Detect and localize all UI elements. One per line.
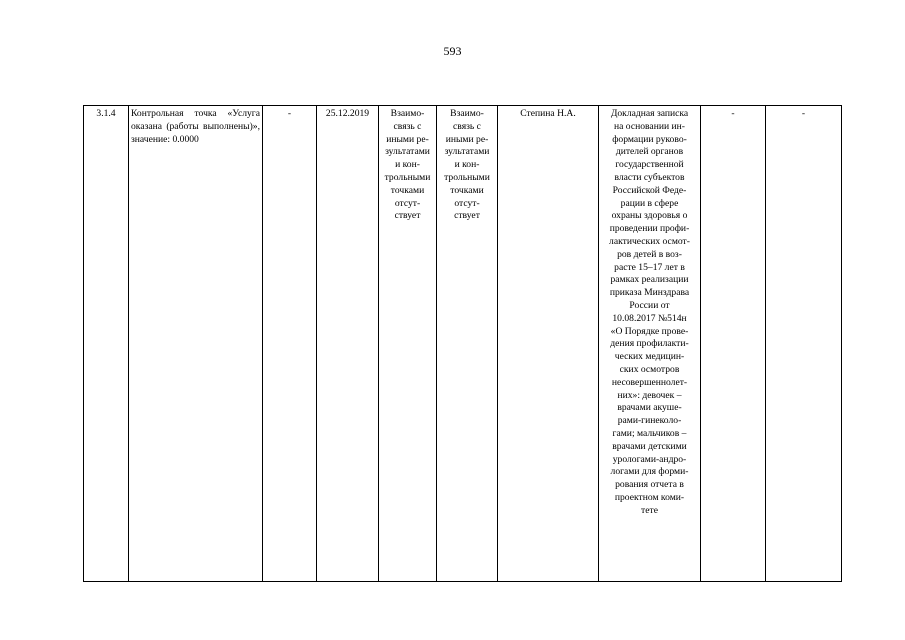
cell-control-point-name: Контрольная точка «Услуга оказана (работы выполнены)», значение: 0.0000: [129, 106, 263, 582]
text-line: власти субъектов: [614, 171, 685, 183]
text-line: иными ре-: [386, 133, 429, 145]
cell-relation-1: [379, 106, 437, 582]
text-line: логами для форми-: [610, 466, 689, 478]
text-line: ских осмотров: [619, 363, 680, 375]
text-line: них»: девочек –: [617, 389, 682, 401]
text-line: отсут-: [454, 197, 480, 209]
text-line: рамках реализации: [610, 274, 689, 286]
text-line: дения профилакти-: [610, 338, 689, 350]
cell-date: 25.12.2019: [317, 106, 379, 582]
control-point-table: [83, 105, 842, 582]
text-line: формации руково-: [612, 133, 687, 145]
text-line: лактических осмот-: [609, 235, 690, 247]
text-line: гами; мальчиков –: [612, 427, 687, 439]
text-line: государственной: [615, 159, 684, 171]
text-line: зультатами: [385, 146, 430, 158]
text-line: урологами-андро-: [612, 453, 687, 465]
text-line: Докладная записка: [610, 108, 689, 119]
text-line: точками: [450, 184, 484, 196]
text-line: рации в сфере: [620, 197, 679, 209]
text-line: точками: [390, 184, 425, 196]
text-line: зультатами: [444, 146, 490, 158]
cell-relation-2: [437, 106, 498, 582]
text-line: и кон-: [454, 159, 480, 171]
text-line: врачами акуше-: [617, 402, 682, 414]
text-line: ствует: [454, 210, 480, 222]
cell-document: [599, 106, 701, 582]
text-line: Взаимо-: [390, 108, 425, 119]
text-line: ствует: [394, 210, 421, 222]
text-line: трольными: [384, 171, 431, 183]
text-line: ческих медицин-: [614, 351, 685, 363]
text-line: связь с: [453, 120, 481, 132]
text-line: и кон-: [395, 159, 420, 171]
text-line: приказа Минздрава: [609, 287, 690, 299]
text-line: связь с: [393, 120, 422, 132]
text-line: проведении профи-: [609, 223, 690, 235]
cell-number: 3.1.4: [84, 106, 129, 582]
table-row: [84, 106, 842, 582]
text-line: 10.08.2017 №514н: [612, 312, 687, 324]
text-line: несовершеннолет-: [611, 376, 688, 388]
cell-dash-2: -: [701, 106, 766, 582]
text-line: тете: [641, 504, 658, 516]
text-line: ров детей в воз-: [617, 248, 682, 260]
text-line: рами-гинеколо-: [617, 415, 682, 427]
page-number: 593: [443, 44, 462, 58]
text-line: отсут-: [394, 197, 421, 209]
text-line: врачами детскими: [612, 440, 687, 452]
text-line: России от: [629, 299, 670, 311]
text-line: Российской Феде-: [612, 184, 687, 196]
text-line: расте 15–17 лет в: [614, 261, 685, 273]
text-line: «О Порядке прове-: [610, 325, 689, 337]
cell-dash-3: -: [766, 106, 842, 582]
cell-dash-1: -: [263, 106, 317, 582]
text-line: дителей органов: [615, 146, 684, 158]
text-line: иными ре-: [445, 133, 489, 145]
text-line: проектном коми-: [614, 491, 685, 503]
text-line: на основании ин-: [614, 120, 685, 132]
cell-responsible: Степина Н.А.: [498, 106, 599, 582]
text-line: Взаимо-: [450, 108, 484, 119]
text-line: рования отчета в: [615, 479, 684, 491]
text-line: трольными: [444, 171, 490, 183]
text-line: охраны здоровья о: [611, 210, 688, 222]
